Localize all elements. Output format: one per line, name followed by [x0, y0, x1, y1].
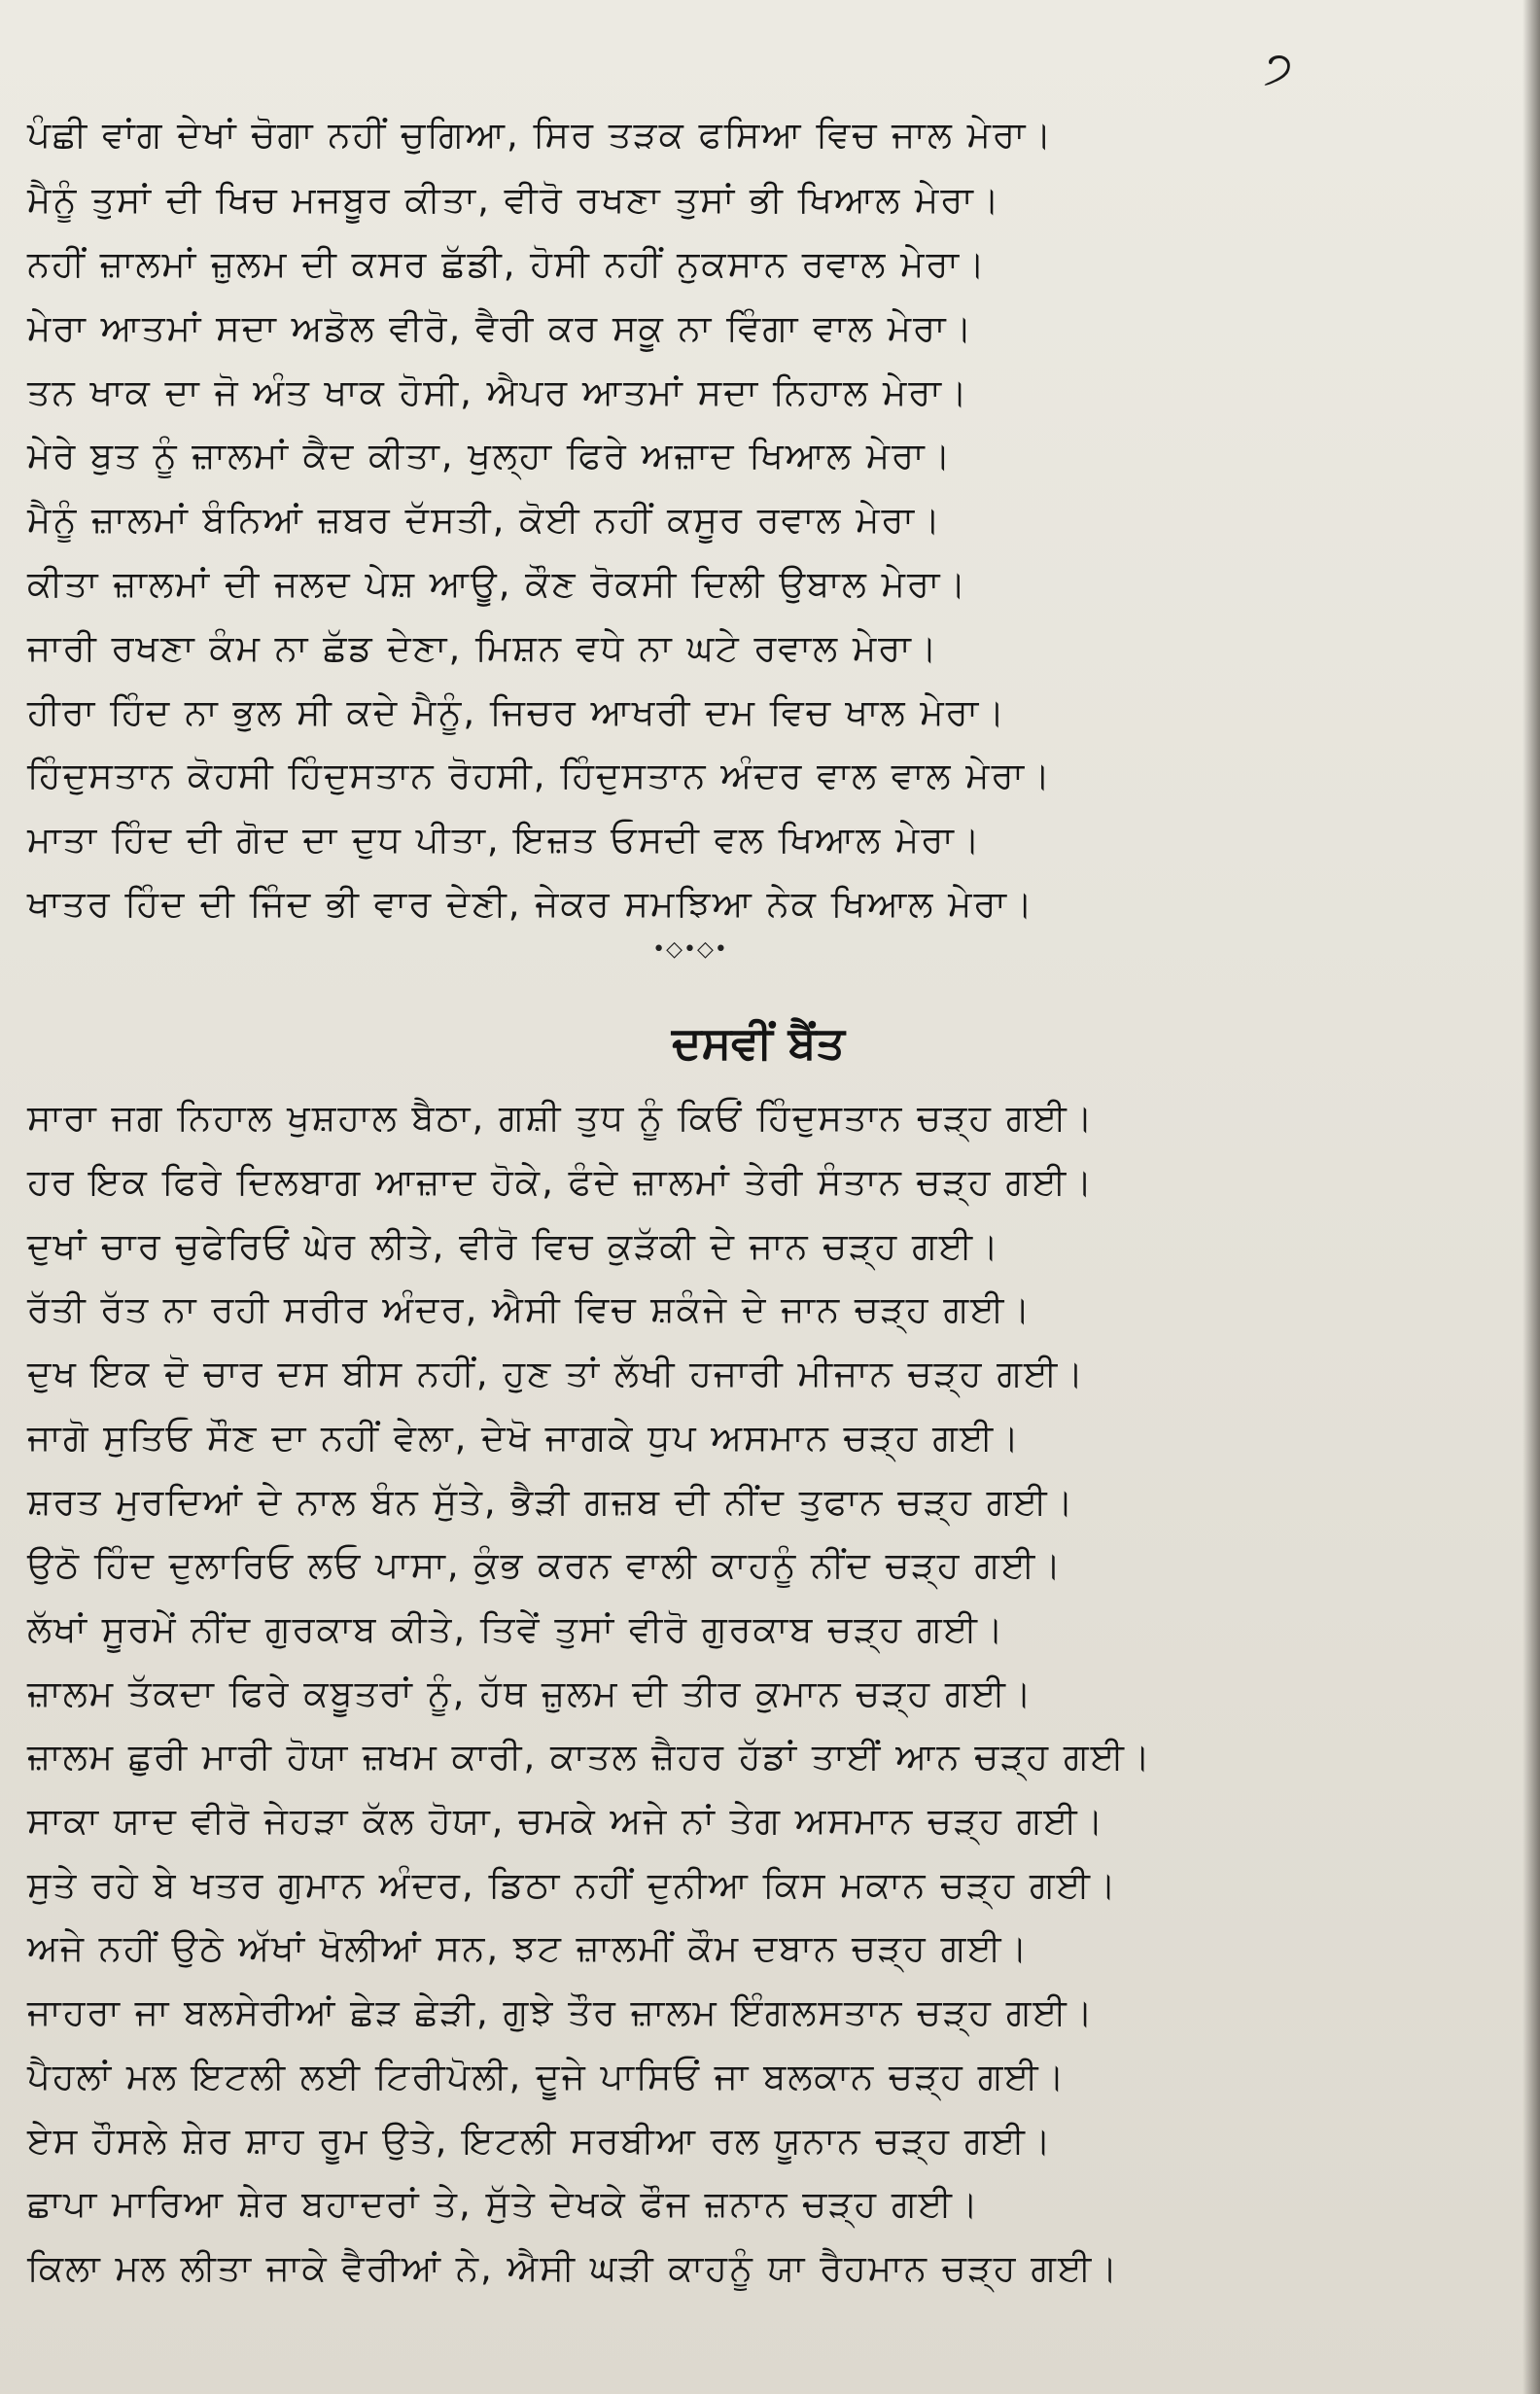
verse-line: ਅਜੇ ਨਹੀਂ ਉਠੇ ਅੱਖਾਂ ਖੋਲੀਆਂ ਸਨ, ਝਟ ਜ਼ਾਲਮੀਂ ਕੌਮ ਦਬਾਨ ਚੜ੍ਹ ਗਈ। — [27, 1927, 1030, 1969]
verse-line: ਜਾਰੀ ਰਖਣਾ ਕੰਮ ਨਾ ਛੱਡ ਦੇਣਾ, ਮਿਸ਼ਨ ਵਧੇ ਨਾ ਘਟੇ ਰਵਾਲ ਮੇਰਾ। — [27, 627, 939, 669]
verse-line: ਏਸ ਹੌਸਲੇ ਸ਼ੇਰ ਸ਼ਾਹ ਰੂਮ ਉਤੇ, ਇਟਲੀ ਸਰਬੀਆ ਰਲ ਯੂਨਾਨ ਚੜ੍ਹ ਗਈ। — [27, 2120, 1053, 2162]
verse-line: ਛਾਪਾ ਮਾਰਿਆ ਸ਼ੇਰ ਬਹਾਦਰਾਂ ਤੇ, ਸੁੱਤੇ ਦੇਖਕੇ ਫੌਜ ਜ਼ਨਾਨ ਚੜ੍ਹ ਗਈ। — [27, 2183, 980, 2225]
verse-line: ਹਰ ਇਕ ਫਿਰੇ ਦਿਲਬਾਗ ਆਜ਼ਾਦ ਹੋਕੇ, ਫੰਦੇ ਜ਼ਾਲਮਾਂ ਤੇਰੀ ਸੰਤਾਨ ਚੜ੍ਹ ਗਈ। — [27, 1161, 1095, 1203]
verse-line: ਜ਼ਾਲਮ ਤੱਕਦਾ ਫਿਰੇ ਕਬੂਤਰਾਂ ਨੂੰ, ਹੱਥ ਜ਼ੁਲਮ ਦੀ ਤੀਰ ਕੁਮਾਨ ਚੜ੍ਹ ਗਈ। — [27, 1672, 1033, 1714]
section-heading: ਦਸਵੀਂ ਬੈਂਤ — [672, 1016, 845, 1069]
verse-line: ਪੈਹਲਾਂ ਮਲ ਇਟਲੀ ਲਈ ਟਿਰੀਪੋਲੀ, ਦੂਜੇ ਪਾਸਿਓਂ ਜਾ ਬਲਕਾਨ ਚੜ੍ਹ ਗਈ। — [27, 2056, 1067, 2097]
verse-line: ਜਾਗੋ ਸੁਤਿਓ ਸੌਣ ਦਾ ਨਹੀਂ ਵੇਲਾ, ਦੇਖੋ ਜਾਗਕੇ ਧੁਪ ਅਸਮਾਨ ਚੜ੍ਹ ਗਈ। — [27, 1417, 1022, 1459]
verse-line: ਨਹੀਂ ਜ਼ਾਲਮਾਂ ਜ਼ੁਲਮ ਦੀ ਕਸਰ ਛੱਡੀ, ਹੋਸੀ ਨਹੀਂ ਨੁਕਸਾਨ ਰਵਾਲ ਮੇਰਾ। — [27, 243, 987, 285]
verse-line: ਕਿਲਾ ਮਲ ਲੀਤਾ ਜਾਕੇ ਵੈਰੀਆਂ ਨੇ, ਐਸੀ ਘੜੀ ਕਾਹਨੂੰ ਯਾ ਰੈਹਮਾਨ ਚੜ੍ਹ ਗਈ। — [27, 2247, 1120, 2289]
verse-line: ਸੁਤੇ ਰਹੇ ਬੇ ਖਤਰ ਗੁਮਾਨ ਅੰਦਰ, ਡਿਠਾ ਨਹੀਂ ਦੁਨੀਆ ਕਿਸ ਮਕਾਨ ਚੜ੍ਹ ਗਈ। — [27, 1864, 1118, 1906]
verse-line: ਜ਼ਾਲਮ ਛੁਰੀ ਮਾਰੀ ਹੋਯਾ ਜ਼ਖਮ ਕਾਰੀ, ਕਾਤਲ ਜ਼ੈਹਰ ਹੱਡਾਂ ਤਾਈਂ ਆਨ ਚੜ੍ਹ ਗਈ। — [27, 1736, 1152, 1778]
verse-line: ਜਾਹਰਾ ਜਾ ਬਲਸੇਰੀਆਂ ਛੇੜ ਛੇੜੀ, ਗੁਝੇ ਤੌਰ ਜ਼ਾਲਮ ਇੰਗਲਸਤਾਨ ਚੜ੍ਹ ਗਈ। — [27, 1991, 1095, 2033]
verse-line: ਮੈਨੂੰ ਤੁਸਾਂ ਦੀ ਖਿਚ ਮਜਬੂਰ ਕੀਤਾ, ਵੀਰੋ ਰਖਣਾ ਤੁਸਾਂ ਭੀ ਖਿਆਲ ਮੇਰਾ। — [27, 179, 1001, 221]
verse-line: ਉਠੋ ਹਿੰਦ ਦੁਲਾਰਿਓ ਲਓ ਪਾਸਾ, ਕੁੰਭ ਕਰਨ ਵਾਲੀ ਕਾਹਨੂੰ ਨੀਂਦ ਚੜ੍ਹ ਗਈ। — [27, 1544, 1064, 1586]
verse-line: ਖਾਤਰ ਹਿੰਦ ਦੀ ਜਿੰਦ ਭੀ ਵਾਰ ਦੇਣੀ, ਜੇਕਰ ਸਮਝਿਆ ਨੇਕ ਖਿਆਲ ਮੇਰਾ। — [27, 883, 1034, 925]
verse-line: ਸਾਕਾ ਯਾਦ ਵੀਰੋ ਜੇਹੜਾ ਕੱਲ ਹੋਯਾ, ਚਮਕੇ ਅਜੇ ਨਾਂ ਤੇਗ ਅਸਮਾਨ ਚੜ੍ਹ ਗਈ। — [27, 1800, 1105, 1842]
verse-line: ਦੁਖ ਇਕ ਦੋ ਚਾਰ ਦਸ ਬੀਸ ਨਹੀਂ, ਹੁਣ ਤਾਂ ਲੱਖੀ ਹਜਾਰੀ ਮੀਜਾਨ ਚੜ੍ਹ ਗਈ। — [27, 1353, 1086, 1394]
section-divider-ornament: •◇•◇• — [652, 937, 728, 962]
verse-line: ਰੱਤੀ ਰੱਤ ਨਾ ਰਹੀ ਸਰੀਰ ਅੰਦਰ, ਐਸੀ ਵਿਚ ਸ਼ਕੰਜੇ ਦੇ ਜਾਨ ਚੜ੍ਹ ਗਈ। — [27, 1288, 1032, 1330]
verse-line: ਤਨ ਖਾਕ ਦਾ ਜੋ ਅੰਤ ਖਾਕ ਹੋਸੀ, ਐਪਰ ਆਤਮਾਂ ਸਦਾ ਨਿਹਾਲ ਮੇਰਾ। — [27, 371, 969, 413]
verse-line: ਦੁਖਾਂ ਚਾਰ ਚੁਫੇਰਿਓਂ ਘੇਰ ਲੀਤੇ, ਵੀਰੋ ਵਿਚ ਕੁੜੱਕੀ ਦੇ ਜਾਨ ਚੜ੍ਹ ਗਈ। — [27, 1225, 1000, 1267]
verse-line: ਲੱਖਾਂ ਸੂਰਮੇਂ ਨੀਂਦ ਗੁਰਕਾਬ ਕੀਤੇ, ਤਿਵੇਂ ਤੁਸਾਂ ਵੀਰੋ ਗੁਰਕਾਬ ਚੜ੍ਹ ਗਈ। — [27, 1608, 1005, 1650]
verse-line: ਸ਼ਰਤ ਮੁਰਦਿਆਂ ਦੇ ਨਾਲ ਬੰਨ ਸੁੱਤੇ, ਭੈੜੀ ਗਜ਼ਬ ਦੀ ਨੀਂਦ ਤੁਫਾਨ ਚੜ੍ਹ ਗਈ। — [27, 1481, 1075, 1523]
verse-line: ਮੇਰਾ ਆਤਮਾਂ ਸਦਾ ਅਡੋਲ ਵੀਰੋ, ਵੈਰੀ ਕਰ ਸਕੂ ਨਾ ਵਿੰਗਾ ਵਾਲ ਮੇਰਾ। — [27, 307, 974, 349]
verse-line: ਮਾਤਾ ਹਿੰਦ ਦੀ ਗੋਦ ਦਾ ਦੁਧ ਪੀਤਾ, ਇਜ਼ਤ ਓਸਦੀ ਵਲ ਖਿਆਲ ਮੇਰਾ। — [27, 819, 982, 861]
verse-line: ਕੀਤਾ ਜ਼ਾਲਮਾਂ ਦੀ ਜਲਦ ਪੇਸ਼ ਆਊ, ਕੌਣ ਰੋਕਸੀ ਦਿਲੀ ਉਬਾਲ ਮੇਰਾ। — [27, 563, 968, 605]
verse-line: ਮੇਰੇ ਬੁਤ ਨੂੰ ਜ਼ਾਲਮਾਂ ਕੈਦ ਕੀਤਾ, ਖੁਲ੍ਹਾ ਫਿਰੇ ਅਜ਼ਾਦ ਖਿਆਲ ਮੇਰਾ। — [27, 435, 953, 476]
verse-line: ਪੰਛੀ ਵਾਂਗ ਦੇਖਾਂ ਚੋਗਾ ਨਹੀਂ ਚੁਗਿਆ, ਸਿਰ ਤੜਕ ਫਸਿਆ ਵਿਚ ਜਾਲ ਮੇਰਾ। — [27, 114, 1054, 156]
verse-line: ਹਿੰਦੁਸਤਾਨ ਕੋਹਸੀ ਹਿੰਦੁਸਤਾਨ ਰੋਹਸੀ, ਹਿੰਦੁਸਤਾਨ ਅੰਦਰ ਵਾਲ ਵਾਲ ਮੇਰਾ। — [27, 755, 1053, 796]
verse-line: ਸਾਰਾ ਜਗ ਨਿਹਾਲ ਖੁਸ਼ਹਾਲ ਬੈਠਾ, ਗਸ਼ੀ ਤੁਧ ਨੂੰ ਕਿਓਂ ਹਿੰਦੁਸਤਾਨ ਚੜ੍ਹ ਗਈ। — [27, 1097, 1095, 1139]
page-number: ੭ — [1264, 41, 1293, 93]
verse-line: ਹੀਰਾ ਹਿੰਦ ਨਾ ਭੁਲ ਸੀ ਕਦੇ ਮੈਨੂੰ, ਜਿਚਰ ਆਖਰੀ ਦਮ ਵਿਚ ਖਾਲ ਮੇਰਾ। — [27, 691, 1007, 733]
book-binding-shadow — [1522, 0, 1540, 2394]
verse-line: ਮੈਨੂੰ ਜ਼ਾਲਮਾਂ ਬੰਨਿਆਂ ਜ਼ਬਰ ਦੱਸਤੀ, ਕੋਈ ਨਹੀਂ ਕਸੂਰ ਰਵਾਲ ਮੇਰਾ। — [27, 499, 943, 541]
